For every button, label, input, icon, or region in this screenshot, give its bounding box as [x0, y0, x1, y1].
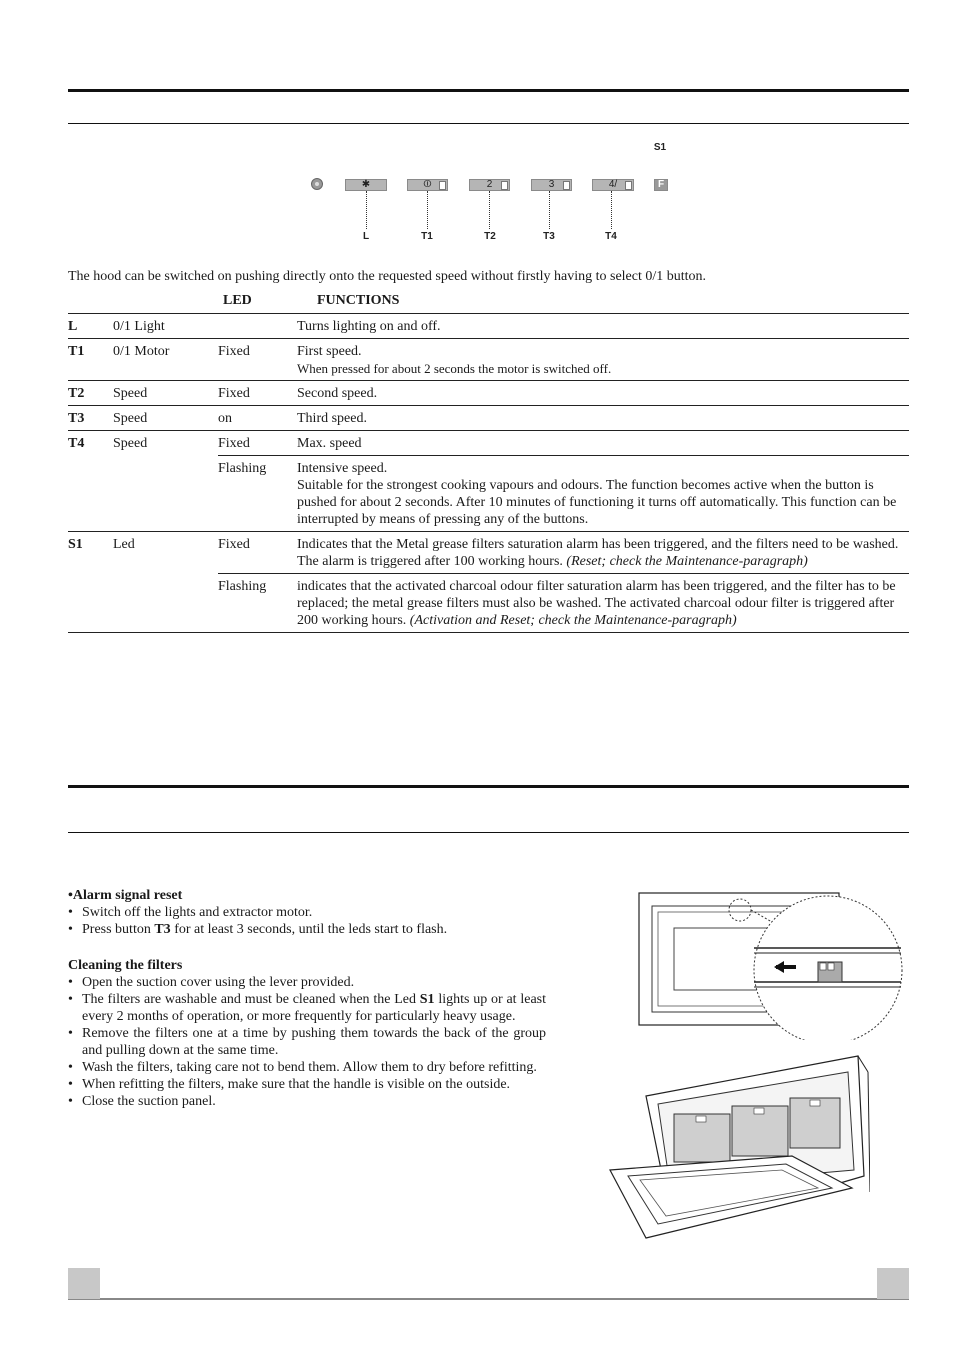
hood-panel-detail-illustration — [636, 890, 904, 1040]
list-item: • Press button T3 for at least 3 seconds, until the leds start to flash. — [68, 922, 448, 937]
light-icon: ✱ — [361, 179, 371, 190]
list-item: • Close the suction panel. — [68, 1094, 216, 1109]
table-row: T1 0/1 Motor Fixed First speed. When pressed for about 2 seconds the motor is switched off. — [68, 339, 909, 381]
leader-line-t2 — [489, 191, 490, 229]
list-item: • Open the suction cover using the lever provided. — [68, 975, 355, 990]
led-indicator — [563, 181, 570, 190]
functions-table — [68, 292, 909, 633]
speed-4-glyph: 4/ — [608, 179, 618, 190]
list-item: • Remove the filters one at a time by pushing them towards the back of the group and pulling down at the same time. — [68, 1026, 546, 1058]
power-icon: ⏼ — [423, 179, 432, 190]
section-heavy-rule — [68, 785, 909, 788]
label-t1: T1 — [421, 231, 433, 242]
table-row: T4 Speed Fixed Max. speed — [68, 431, 909, 456]
footer-rule — [68, 1298, 909, 1300]
speed-2-glyph: 2 — [486, 179, 493, 190]
label-l: L — [362, 231, 370, 242]
label-t2: T2 — [484, 231, 496, 242]
leader-line-l — [366, 191, 367, 229]
speed-2-button[interactable] — [469, 179, 510, 191]
cleaning-filters-section — [68, 957, 546, 1110]
led-indicator — [625, 181, 632, 190]
footer-right-block — [877, 1268, 909, 1299]
list-item: • Switch off the lights and extractor motor. — [68, 905, 313, 920]
intro-text: The hood can be switched on pushing directly onto the requested speed without firstly having to select 0/1 button. — [68, 269, 707, 284]
leader-line-t4 — [611, 191, 612, 229]
led-indicator — [439, 181, 446, 190]
table-row: T2 Speed Fixed Second speed. — [68, 381, 909, 406]
label-t3: T3 — [543, 231, 555, 242]
header-functions: FUNCTIONS — [317, 293, 400, 308]
list-item: • The filters are washable and must be cleaned when the Led S1 lights up or at least every 2 months of operation, or more frequently for particularly heavy usage. — [68, 992, 546, 1024]
list-item: • Wash the filters, taking care not to bend them. Allow them to dry before refitting. — [68, 1060, 537, 1075]
light-button[interactable] — [345, 179, 387, 191]
table-row: S1 Led Fixed Indicates that the Metal grease filters saturation alarm has been triggered, and the filters need to be washed. The alarm is triggered after 100 working hours. (Reset; check the Maintenance-paragraph) — [68, 532, 909, 574]
alarm-reset-title: •Alarm signal reset — [68, 888, 183, 903]
section-thin-rule — [68, 832, 909, 833]
leader-line-t3 — [549, 191, 550, 229]
panel-power-indicator — [311, 178, 323, 190]
list-item: • When refitting the filters, make sure that the handle is visible on the outside. — [68, 1077, 511, 1092]
alarm-reset-section — [68, 887, 546, 938]
top-thin-rule — [68, 123, 909, 124]
table-row: Flashing Intensive speed. Suitable for the strongest cooking vapours and odours. The function becomes active when the button is pushed for about 2 seconds. After 10 minutes of functioning it turns off automatically. This function can be interrupted by means of pressing any of the buttons. — [68, 456, 909, 532]
s1-label: S1 — [653, 142, 667, 153]
filter-led: F — [654, 179, 668, 191]
table-row: Flashing indicates that the activated charcoal odour filter saturation alarm has been triggered, and the filter has to be replaced; the metal grease filters must also be washed. The activated charcoal odour filter is triggered after 200 working hours. (Activation and Reset; check the Maintenance-paragraph) — [68, 574, 909, 633]
led-indicator — [501, 181, 508, 190]
leader-line-t1 — [427, 191, 428, 229]
cleaning-filters-title: Cleaning the filters — [68, 958, 183, 973]
footer-left-block — [68, 1268, 100, 1299]
motor-button[interactable] — [407, 179, 448, 191]
header-led: LED — [223, 293, 252, 308]
top-heavy-rule — [68, 89, 909, 92]
table-row: T3 Speed on Third speed. — [68, 406, 909, 431]
speed-4-button[interactable] — [592, 179, 634, 191]
label-t4: T4 — [605, 231, 617, 242]
table-row: L 0/1 Light Turns lighting on and off. — [68, 314, 909, 339]
speed-3-glyph: 3 — [548, 179, 555, 190]
speed-3-button[interactable] — [531, 179, 572, 191]
hood-filters-illustration — [606, 1052, 870, 1248]
